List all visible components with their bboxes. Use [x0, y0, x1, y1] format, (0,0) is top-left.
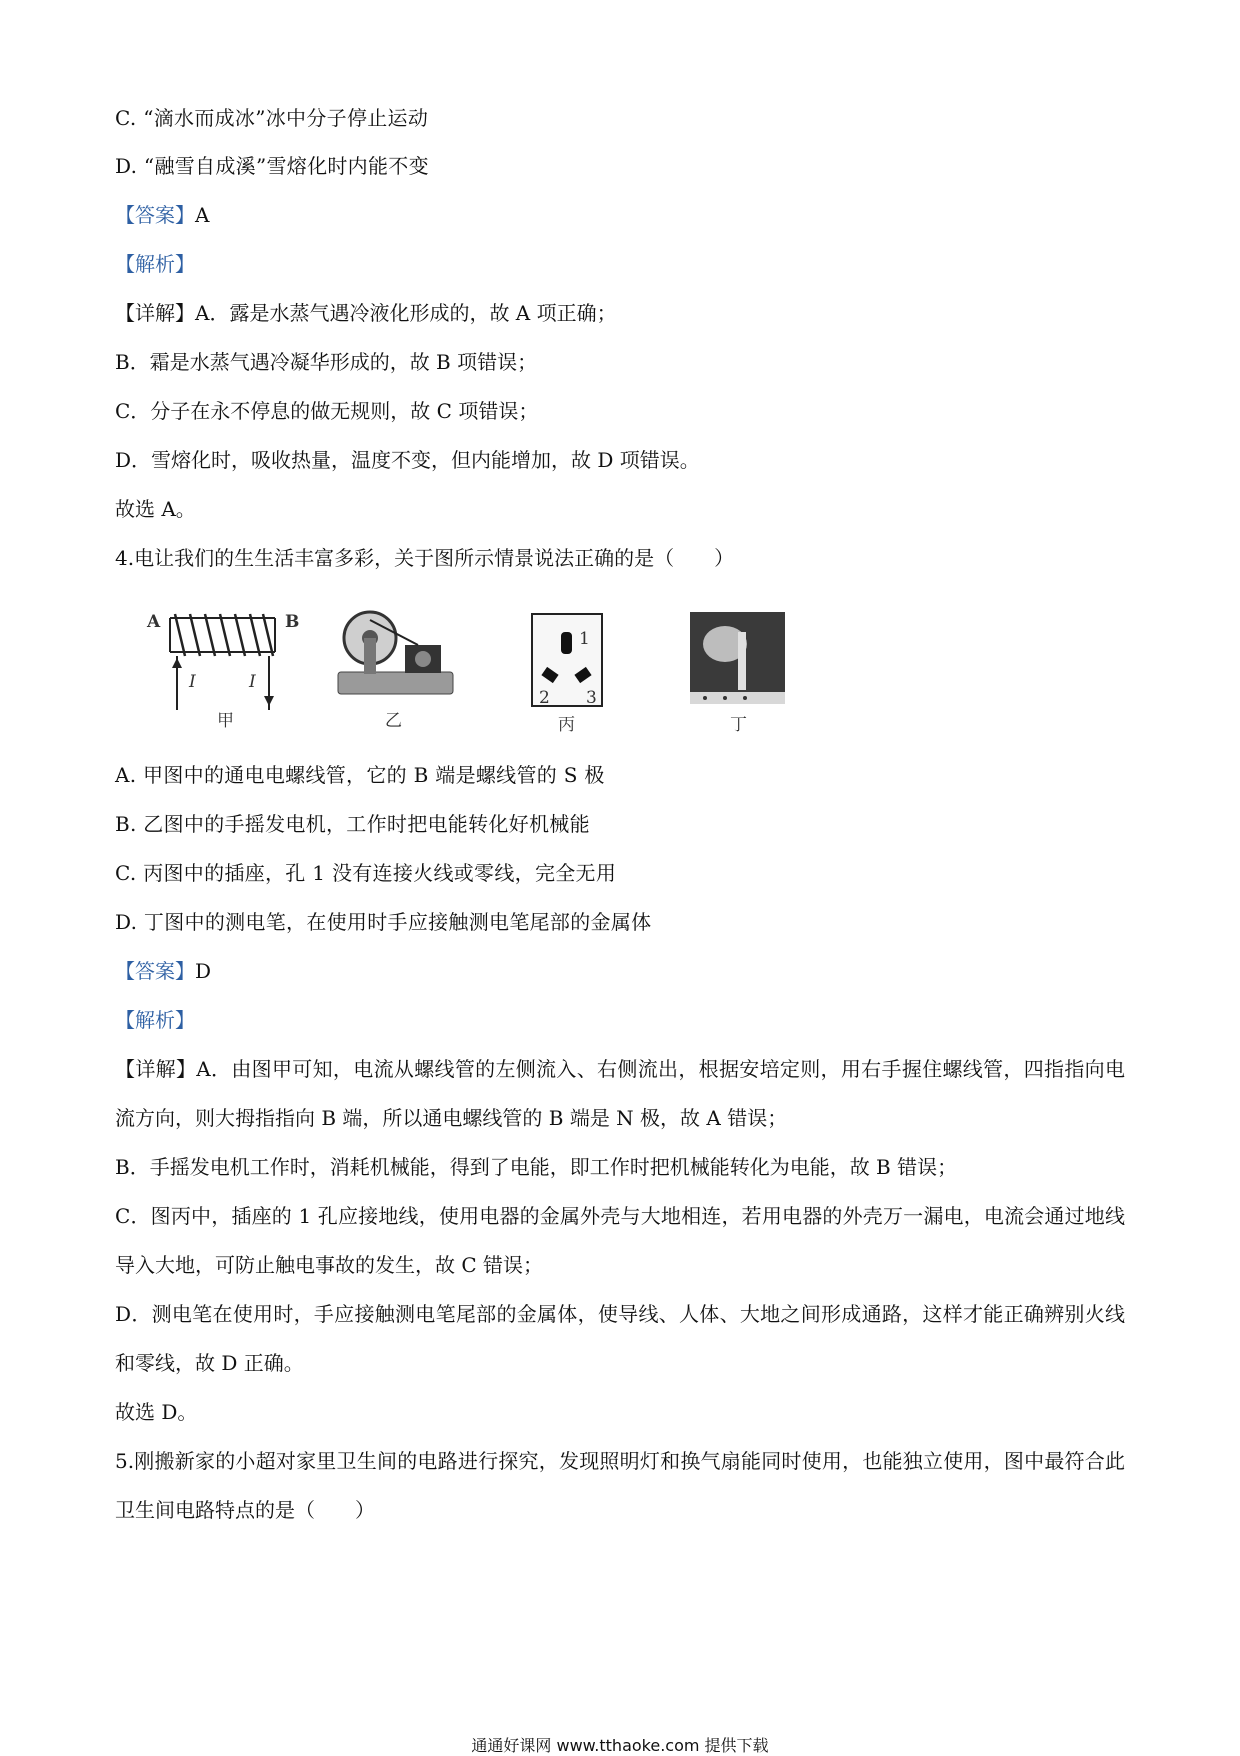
q3-conclusion: 故选 A。	[115, 497, 196, 521]
q3-detail-line: B．霜是水蒸气遇冷凝华形成的，故 B 项错误；	[115, 350, 538, 374]
figure-ding-test-pen	[690, 612, 785, 735]
figure-caption-bing: 丙	[558, 715, 575, 735]
q3-option-c: C. “滴水而成冰”冰中分子停止运动	[115, 106, 429, 130]
generator-photo	[330, 600, 460, 710]
q4-detail-paragraph: D．测电笔在使用时，手应接触测电笔尾部的金属体，使导线、人体、大地之间形成通路，这样才能正确辨别火线和零线，故 D 正确。	[115, 1302, 1125, 1375]
q4-detail-paragraph: B．手摇发电机工作时，消耗机械能，得到了电能，即工作时把机械能转化为电能，故 B 错误；	[115, 1155, 958, 1179]
q4-conclusion: 故选 D。	[115, 1400, 198, 1424]
test-pen-photo	[690, 612, 785, 712]
figure-caption-ding: 丁	[730, 715, 747, 735]
q4-option-b: B. 乙图中的手摇发电机，工作时把电能转化好机械能	[115, 812, 590, 836]
q4-answer	[115, 957, 211, 985]
q4-stem: 4.电让我们的生生活丰富多彩，关于图所示情景说法正确的是（ ）	[115, 546, 735, 570]
socket-hole-2: 2	[539, 688, 550, 708]
q3-detail-line: D．雪熔化时，吸收热量，温度不变，但内能增加，故 D 项错误。	[115, 448, 700, 472]
q4-detail-paragraph: C．图丙中，插座的 1 孔应接地线，使用电器的金属外壳与大地相连，若用电器的外壳万一漏电，电流会通过地线导入大地，可防止触电事故的发生，故 C 错误；	[115, 1204, 1125, 1277]
page-footer: 通通好课网 www.tthaoke.com 提供下载	[471, 1736, 769, 1755]
q4-option-c: C. 丙图中的插座，孔 1 没有连接火线或零线，完全无用	[115, 861, 617, 885]
current-label: I	[249, 672, 256, 692]
answer-tag: 【答案】	[115, 959, 195, 983]
q3-detail-line: 【详解】A．露是水蒸气遇冷液化形成的，故 A 项正确；	[115, 301, 617, 325]
current-label: I	[189, 672, 196, 692]
answer-value: A	[195, 203, 210, 227]
figure-bing-socket	[530, 612, 605, 735]
figure-caption-jia: 甲	[217, 711, 234, 731]
q3-option-d: D. “融雪自成溪”雪熔化时内能不变	[115, 154, 429, 178]
solenoid-label-a: A	[147, 612, 161, 632]
figure-jia-solenoid	[145, 600, 315, 730]
q4-option-a: A. 甲图中的通电电螺线管，它的 B 端是螺线管的 S 极	[115, 763, 605, 787]
socket-hole-1: 1	[579, 629, 590, 649]
q4-analysis-tag: 【解析】	[115, 1008, 195, 1032]
solenoid-label-b: B	[285, 612, 300, 632]
q3-analysis-tag: 【解析】	[115, 252, 195, 276]
q3-answer	[115, 201, 209, 229]
figure-caption-yi: 乙	[385, 711, 402, 731]
q4-detail-paragraph: 【详解】A．由图甲可知，电流从螺线管的左侧流入、右侧流出，根据安培定则，用右手握住螺线管，四指指向电流方向，则大拇指指向 B 端，所以通电螺线管的 B 端是 N 极，故 A 错误；	[115, 1057, 1125, 1130]
q4-option-d: D. 丁图中的测电笔，在使用时手应接触测电笔尾部的金属体	[115, 910, 652, 934]
socket-hole-3: 3	[586, 688, 597, 708]
figure-yi-generator	[330, 600, 460, 730]
q3-detail-line: C．分子在永不停息的做无规则，故 C 项错误；	[115, 399, 539, 423]
answer-value: D	[195, 959, 212, 983]
q5-stem: 5.刚搬新家的小超对家里卫生间的电路进行探究，发现照明灯和换气扇能同时使用，也能独立使用，图中最符合此卫生间电路特点的是（ ）	[115, 1449, 1125, 1522]
answer-tag: 【答案】	[115, 203, 195, 227]
